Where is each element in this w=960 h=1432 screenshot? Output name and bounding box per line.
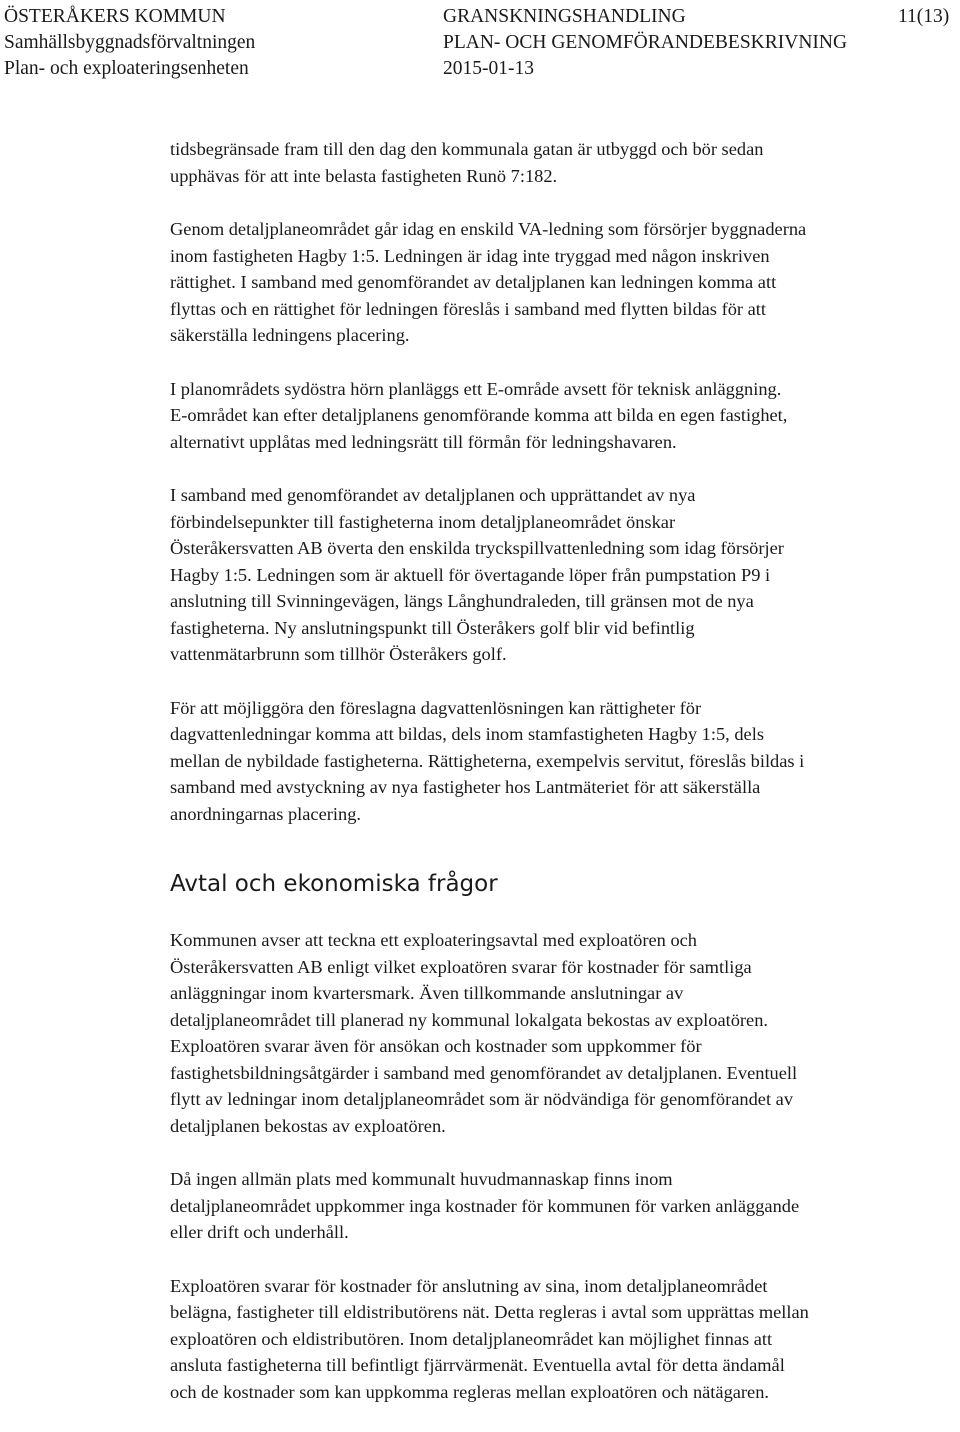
paragraph-line: vattenmätarbrunn som tillhör Österåkers golf. [170, 644, 507, 664]
page-number: 11(13) [898, 6, 950, 27]
paragraph-line: detaljplaneområdet uppkommer inga kostnader för kommunen för varken anläggande [170, 1195, 800, 1216]
header-unit: Plan- och exploateringsenheten [4, 58, 249, 79]
header-left [4, 4, 255, 82]
paragraph [170, 927, 960, 1139]
section-heading: Avtal och ekonomiska frågor [170, 871, 498, 897]
paragraph-line: anordningarnas placering. [170, 803, 361, 824]
paragraph [170, 136, 960, 189]
paragraph-line: anslutning till Svinningevägen, längs Långhundraleden, till gränsen mot de nya [170, 591, 754, 611]
paragraph [170, 1166, 960, 1246]
paragraph-line: Kommunen avser att teckna ett exploateringsavtal med exploatören och [170, 930, 698, 950]
paragraph-line: tidsbegränsade fram till den dag den kommunala gatan är utbyggd och bör sedan [170, 139, 764, 159]
paragraph-line: anläggningar inom kvartersmark. Även tillkommande anslutningar av [170, 983, 684, 1003]
paragraph-line: alternativt upplåtas med ledningsrätt till förmån för ledningshavaren. [170, 431, 677, 452]
paragraph-line: E-området kan efter detaljplanens genomförande komma att bilda en egen fastighet, [170, 405, 788, 425]
paragraph-line: Österåkersvatten AB överta den enskilda tryckspillvattenledning som idag försörjer [170, 538, 784, 558]
paragraph-line: exploatören och eldistributören. Inom detaljplaneområdet kan möjlighet finnas att [170, 1328, 773, 1349]
paragraph-line: Hagby 1:5. Ledningen som är aktuell för övertagande löper från pumpstation P9 i [170, 564, 771, 585]
paragraph-line: detaljplanen bekostas av exploatören. [170, 1115, 446, 1136]
header-department: Samhällsbyggnadsförvaltningen [4, 32, 256, 53]
paragraph-line: inom fastigheten Hagby 1:5. Ledningen är idag inte tryggad med någon inskriven [170, 245, 770, 266]
header-middle [443, 4, 847, 82]
paragraph-line: ansluta fastigheterna till befintligt fjärrvärmenät. Eventuella avtal för detta ändamål [170, 1355, 785, 1375]
header-municipality: ÖSTERÅKERS KOMMUN [4, 6, 226, 27]
paragraph-line: förbindelsepunkter till fastigheterna inom detaljplaneområdet önskar [170, 511, 676, 532]
paragraph-line: flytt av ledningar inom detaljplaneområdet som är nödvändiga för genomförandet av [170, 1089, 794, 1109]
paragraph-line: Exploatören svarar även för ansökan och kostnader som uppkommer för [170, 1036, 702, 1056]
header-date: 2015-01-13 [443, 58, 534, 79]
paragraph-line: upphävas för att inte belasta fastigheten Runö 7:182. [170, 165, 558, 186]
paragraph-line: dagvattenledningar komma att bildas, dels inom stamfastigheten Hagby 1:5, dels [170, 724, 764, 744]
paragraph [170, 216, 960, 349]
paragraph-line: Genom detaljplaneområdet går idag en enskild VA-ledning som försörjer byggnaderna [170, 219, 807, 239]
paragraph-line: fastigheterna. Ny anslutningspunkt till Österåkers golf blir vid befintlig [170, 617, 695, 638]
paragraph-line: Österåkersvatten AB enligt vilket exploatören svarar för kostnader för samtliga [170, 956, 752, 977]
paragraph-line: säkerställa ledningens placering. [170, 325, 410, 345]
document-body [170, 136, 960, 1432]
paragraph-line: I samband med genomförandet av detaljplanen och upprättandet av nya [170, 485, 696, 505]
paragraph [170, 482, 960, 668]
paragraph-line: Då ingen allmän plats med kommunalt huvudmannaskap finns inom [170, 1169, 673, 1189]
header-document-type: PLAN- OCH GENOMFÖRANDEBESKRIVNING [443, 32, 848, 53]
paragraph-line: rättighet. I samband med genomförandet av detaljplanen kan ledningen komma att [170, 272, 777, 292]
section-utilities [170, 136, 960, 827]
paragraph-line: och de kostnader som kan uppkomma regleras mellan exploatören och nätägaren. [170, 1381, 770, 1402]
paragraph-line: samband med avstyckning av nya fastigheter hos Lantmäteriet för att säkerställa [170, 777, 761, 797]
section-agreements-economy [170, 927, 960, 1405]
header-document-status: GRANSKNINGSHANDLING [443, 6, 686, 27]
paragraph-line: För att möjliggöra den föreslagna dagvattenlösningen kan rättigheter för [170, 697, 702, 718]
paragraph-line: detaljplaneområdet till planerad ny kommunal lokalgata bekostas av exploatören. [170, 1009, 769, 1030]
paragraph [170, 1273, 960, 1406]
paragraph-line: fastighetsbildningsåtgärder i samband med genomförandet av detaljplanen. Eventuell [170, 1062, 798, 1083]
paragraph [170, 376, 960, 456]
paragraph-line: belägna, fastigheter till eldistributörens nät. Detta regleras i avtal som upprättas mellan [170, 1302, 809, 1322]
paragraph-line: I planområdets sydöstra hörn planläggs ett E-område avsett för teknisk anläggning. [170, 378, 782, 399]
paragraph-line: flyttas och en rättighet för ledningen föreslås i samband med flytten bildas för att [170, 298, 766, 319]
paragraph-line: mellan de nybildade fastigheterna. Rättigheterna, exempelvis servitut, föreslås bildas i [170, 750, 805, 771]
paragraph-line: Exploatören svarar för kostnader för anslutning av sina, inom detaljplaneområdet [170, 1275, 768, 1296]
paragraph-line: eller drift och underhåll. [170, 1222, 349, 1242]
paragraph [170, 695, 960, 828]
